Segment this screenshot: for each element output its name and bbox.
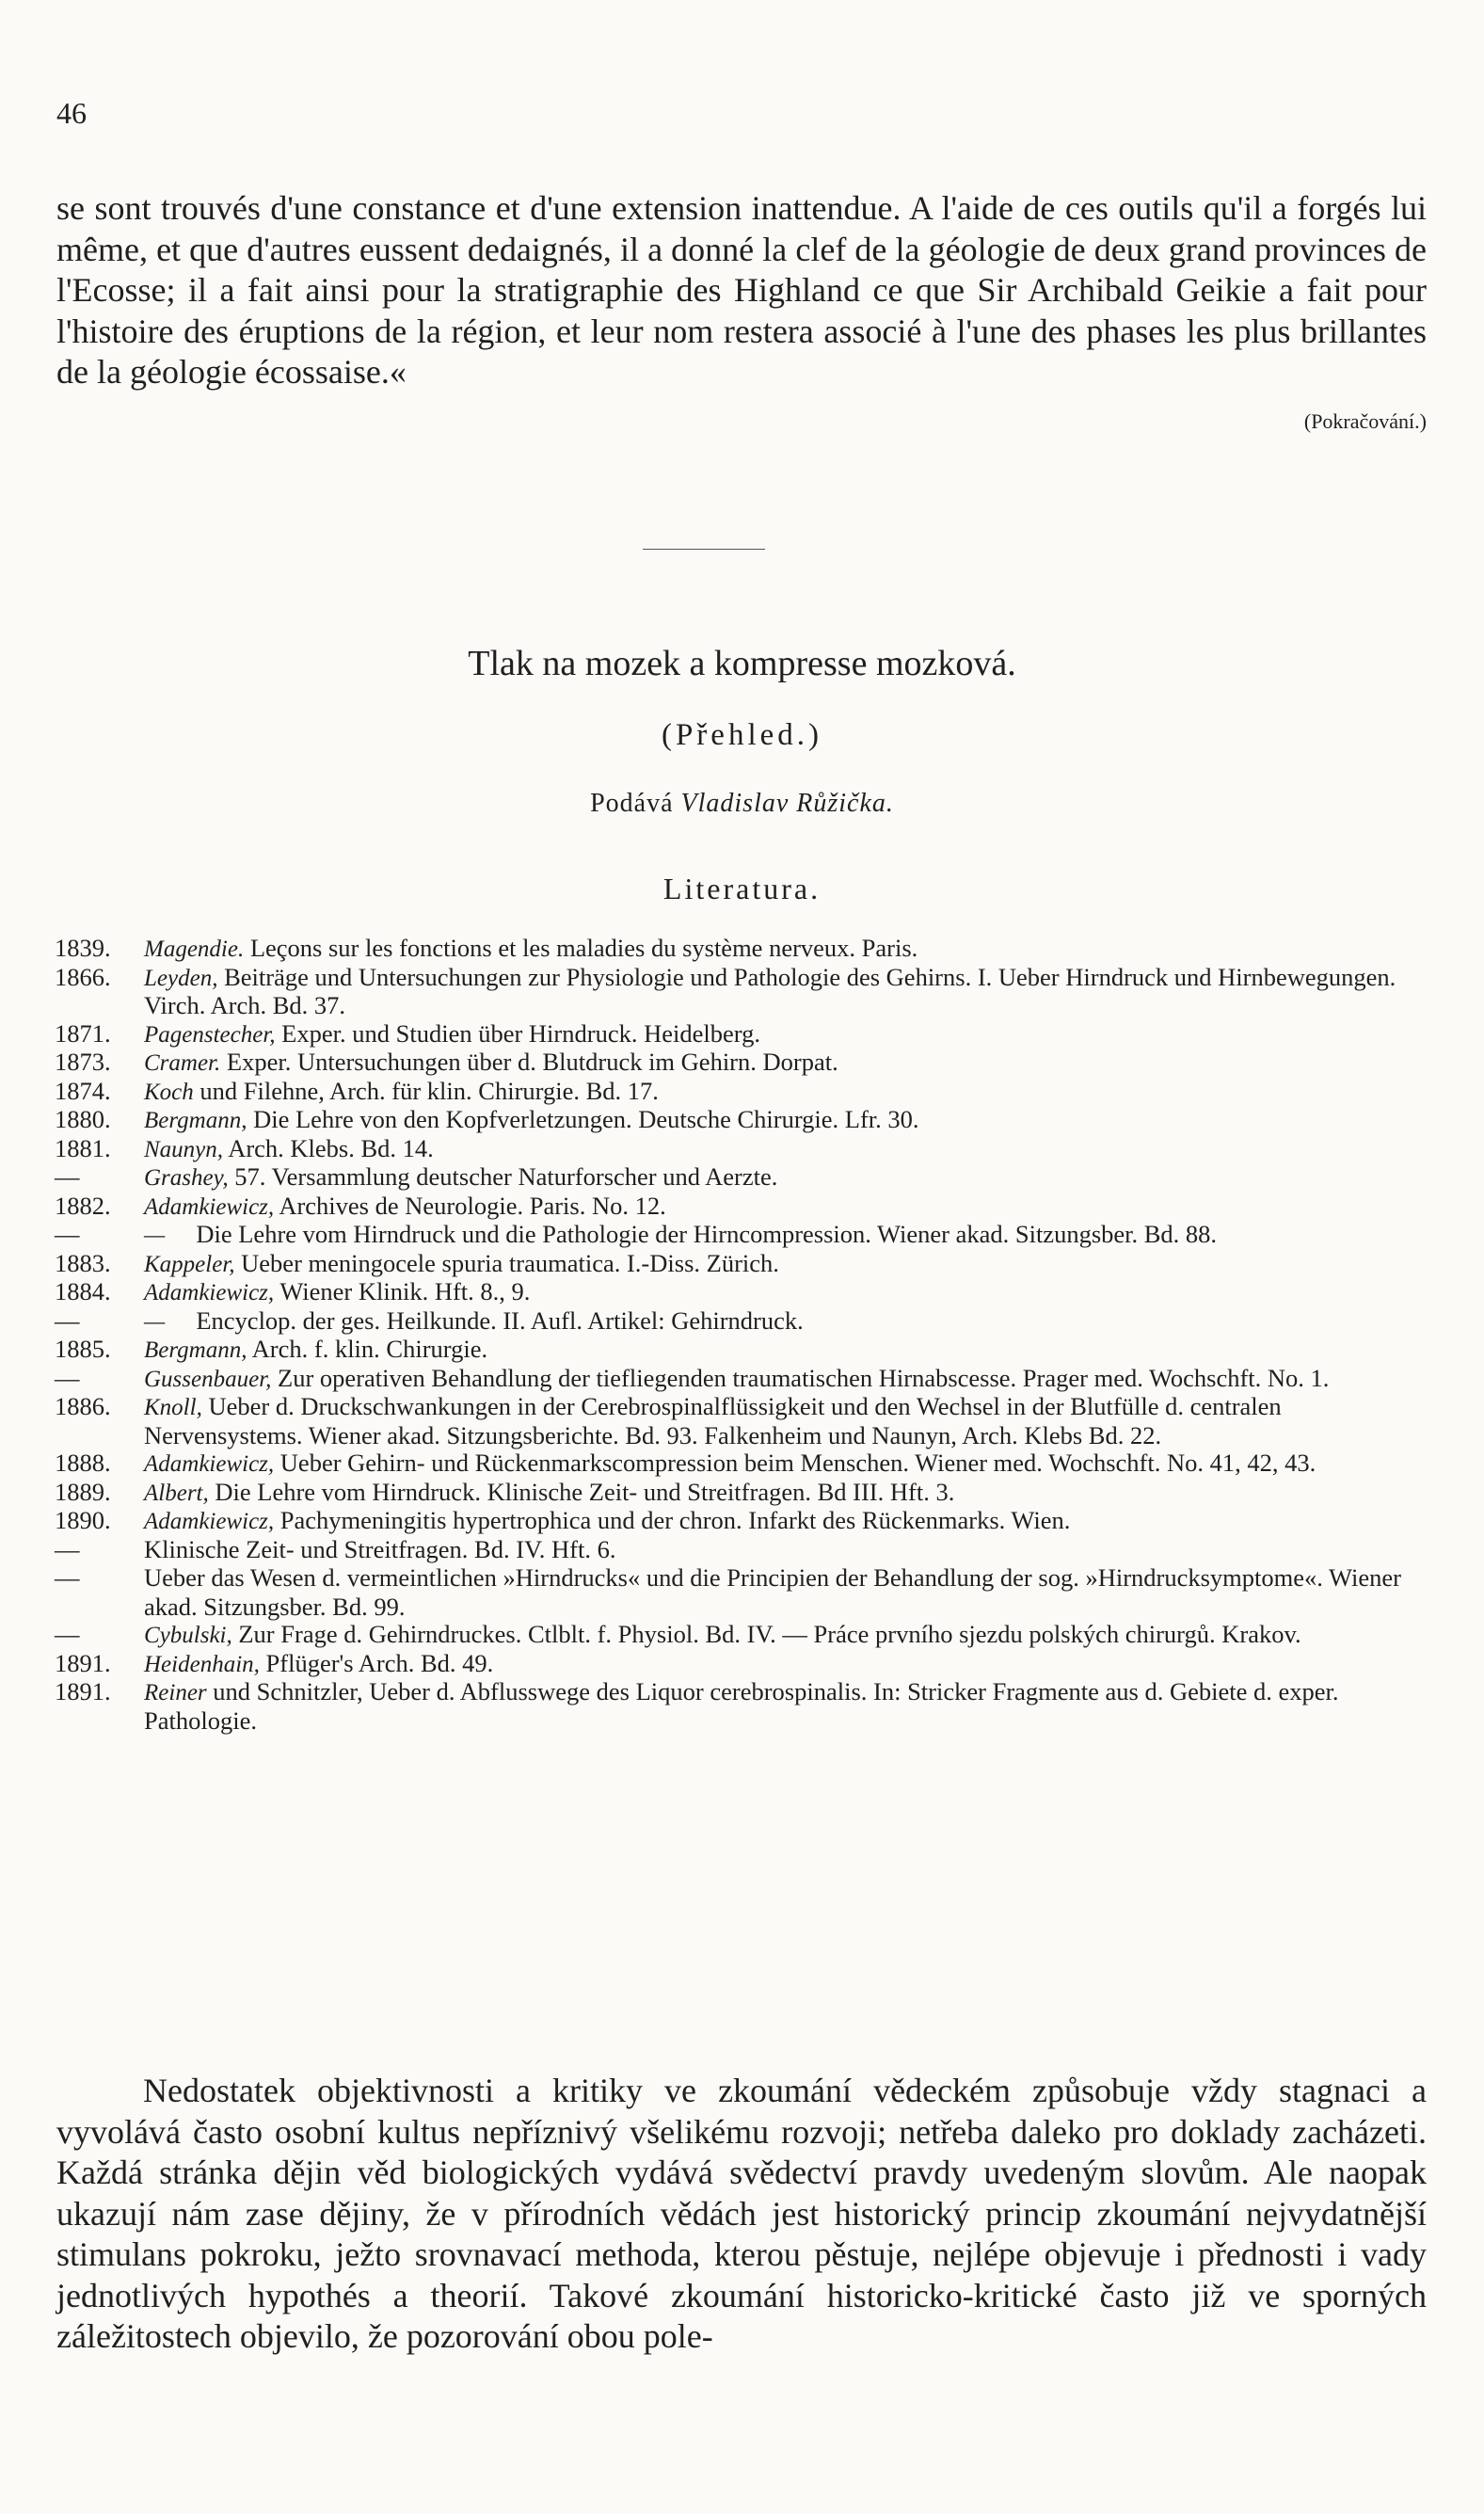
reference-author: Grashey, [144, 1165, 229, 1191]
reference-text [144, 1278, 1431, 1307]
reference-item [55, 1278, 1431, 1307]
reference-author: Cramer. [144, 1050, 221, 1076]
reference-body: 57. Versammlung deutscher Naturforscher und Aerzte. [228, 1162, 778, 1191]
reference-text [144, 1621, 1431, 1650]
reference-item [55, 1650, 1431, 1679]
reference-author: Adamkiewicz, [144, 1193, 275, 1220]
reference-item [55, 1365, 1431, 1394]
reference-body: Ueber Gehirn- und Rückenmarkscompression beim Menschen. Wiener med. Wochschft. No. 41, 42, 43. [274, 1449, 1316, 1477]
reference-year: 1871. [55, 1018, 111, 1048]
reference-year: 1890. [55, 1506, 111, 1534]
reference-year: — [55, 1620, 80, 1648]
article-subtitle: (Přehled.) [661, 718, 823, 752]
author-name: Vladislav Růžička. [680, 789, 894, 818]
reference-text [144, 1536, 1431, 1565]
reference-year: 1888. [55, 1449, 111, 1477]
reference-body: Leçons sur les fonctions et les maladies du système nerveux. Paris. [244, 934, 918, 962]
reference-author: Koch [144, 1079, 194, 1105]
reference-item [55, 1078, 1431, 1107]
reference-body: und Schnitzler, Ueber d. Abflusswege des Liquor cerebrospinalis. In: Stricker Fragmente aus d. Gebiete d. exper. Pathologie. [144, 1677, 1346, 1735]
reference-text [144, 1449, 1431, 1479]
reference-author: — [144, 1223, 166, 1248]
reference-text [144, 1365, 1431, 1394]
reference-item [55, 1479, 1431, 1508]
reference-body: und Filehne, Arch. für klin. Chirurgie. Bd. 17. [193, 1076, 659, 1105]
author-prefix: Podává [590, 789, 674, 818]
reference-body: Arch. f. klin. Chirurgie. [247, 1335, 488, 1363]
reference-text [144, 1250, 1431, 1279]
reference-item [55, 1020, 1431, 1049]
reference-author: Cybulski, [144, 1623, 232, 1648]
article-author [0, 789, 1484, 819]
reference-item [55, 1221, 1431, 1250]
reference-text [144, 1221, 1431, 1250]
reference-text [144, 1135, 1431, 1164]
page-number: 46 [56, 96, 87, 130]
reference-text [144, 935, 1431, 964]
reference-year: 1874. [55, 1076, 111, 1105]
reference-year: 1889. [55, 1477, 111, 1506]
reference-text [144, 1049, 1431, 1078]
reference-year: 1886. [55, 1392, 111, 1420]
reference-body: Klinische Zeit- und Streitfragen. Bd. IV. Hft. 6. [144, 1534, 616, 1563]
reference-item [55, 1393, 1431, 1449]
reference-body: Archives de Neurologie. Paris. No. 12. [274, 1191, 666, 1220]
reference-author: Bergmann, [144, 1108, 247, 1133]
reference-author: Heidenhain, [144, 1651, 260, 1677]
reference-author: — [144, 1308, 166, 1335]
reference-body: Exper. und Studien über Hirndruck. Heidelberg. [275, 1018, 760, 1048]
reference-year: — [55, 1363, 80, 1392]
reference-author: Bergmann, [144, 1337, 247, 1363]
reference-author: Adamkiewicz, [144, 1509, 275, 1534]
continuation-note: (Pokračování.) [1303, 408, 1427, 433]
reference-text [144, 1163, 1431, 1193]
reference-body: Zur Frage d. Gehirndruckes. Ctlblt. f. Physiol. Bd. IV. — Práce prvního sjezdu polských chirurgů. Krakov. [231, 1620, 1301, 1648]
reference-item [55, 1307, 1431, 1337]
reference-year: — [55, 1162, 80, 1191]
reference-year: 1873. [55, 1048, 111, 1076]
reference-body: Beiträge und Untersuchungen zur Physiologie und Pathologie des Gehirns. I. Ueber Hirndruck und Hirnbewegungen. Virch. Arch. Bd. 37. [144, 962, 1402, 1019]
reference-body: Encyclop. der ges. Heilkunde. II. Aufl. Artikel: Gehirndruck. [165, 1305, 804, 1335]
reference-author: Leyden, [144, 965, 218, 991]
reference-year: — [55, 1563, 80, 1592]
reference-text [144, 1106, 1431, 1135]
reference-item [55, 1336, 1431, 1365]
reference-text [144, 964, 1431, 1020]
section-divider [643, 549, 765, 550]
reference-year: — [55, 1534, 80, 1563]
reference-body: Ueber d. Druckschwankungen in der Cerebrospinalflüssigkeit und den Wechsel in der Blutfülle d. centralen Nervensystems. Wiener akad. Sitzungsberichte. Bd. 93. Falkenheim und Naunyn, Arch. Klebs Bd. 22. [144, 1392, 1288, 1449]
reference-body: Pachymeningitis hypertrophica und der chron. Infarkt des Rückenmarks. Wien. [274, 1506, 1071, 1534]
reference-text [144, 1193, 1431, 1222]
reference-text [144, 1678, 1431, 1735]
reference-year: 1885. [55, 1335, 111, 1363]
reference-text [144, 1307, 1431, 1337]
reference-text [144, 1020, 1431, 1049]
reference-text [144, 1078, 1431, 1107]
reference-body: Ueber meningocele spuria traumatica. I.-Diss. Zürich. [234, 1248, 779, 1277]
reference-body: Die Lehre von den Kopfverletzungen. Deutsche Chirurgie. Lfr. 30. [247, 1105, 919, 1133]
reference-author: Knoll, [144, 1395, 202, 1420]
reference-year: 1883. [55, 1248, 111, 1277]
reference-item [55, 964, 1431, 1020]
reference-item [55, 1135, 1431, 1164]
closing-paragraph: Nedostatek objektivnosti a kritiky ve zkoumání vědeckém způsobuje vždy stagnaci a vyvolává často osobní kultus nepříznivý všelikému rozvoji; netřeba daleko pro doklady zacházeti. Každá stránka dějin věd biologických vydává svědectví pravdy uvedeným slovům. Ale naopak ukazují nám zase dějiny, že v přírodních vědách jest historický princip zkoumání nejvydatnější stimulans pokroku, ježto srovnavací methoda, kterou pěstuje, nejlépe objevuje i přednosti i vady jednotlivých hypothés a theorií. Takové zkoumání historicko-kritické často již ve sporných záležitostech objevilo, že pozorování obou pole- [56, 2072, 1427, 2355]
reference-item [55, 1564, 1431, 1621]
reference-body: Pflüger's Arch. Bd. 49. [259, 1648, 494, 1677]
reference-year: 1839. [55, 934, 111, 962]
reference-list [55, 935, 1431, 1735]
reference-text [144, 1507, 1431, 1536]
reference-author: Magendie. [144, 937, 245, 962]
intro-text: se sont trouvés d'une constance et d'une extension inattendue. A l'aide de ces outils qu'il a forgés lui même, et que d'autres eussent dedaignés, il a donné la clef de la géologie de deux grand provinces de l'Ecosse; il a fait ainsi pour la stratigraphie des Highland ce que Sir Archibald Geikie a fait pour l'histoire des éruptions de la région, et leur nom restera associé à l'une des phases les plus brillantes de la géologie écossaise.« [56, 189, 1427, 391]
intro-paragraph [56, 188, 1427, 441]
reference-year: — [55, 1220, 80, 1248]
reference-body: Die Lehre vom Hirndruck und die Pathologie der Hirncompression. Wiener akad. Sitzungsber. Bd. 88. [165, 1220, 1218, 1248]
reference-year: 1866. [55, 962, 111, 991]
reference-text [144, 1393, 1431, 1449]
reference-item [55, 1193, 1431, 1222]
reference-author: Gussenbauer, [144, 1366, 272, 1392]
reference-item [55, 1049, 1431, 1078]
reference-item [55, 1536, 1431, 1565]
reference-author: Pagenstecher, [144, 1021, 276, 1048]
reference-item [55, 1250, 1431, 1279]
article-title: Tlak na mozek a kompresse mozková. [468, 644, 1016, 683]
reference-year: 1891. [55, 1677, 111, 1705]
reference-text [144, 1336, 1431, 1365]
reference-item [55, 935, 1431, 964]
reference-body: Ueber das Wesen d. vermeintlichen »Hirndrucks« und die Principien der Behandlung der sog. »Hirndrucksymptome«. Wiener akad. Sitzungsber. Bd. 99. [144, 1563, 1408, 1621]
literature-heading: Literatura. [662, 872, 822, 905]
reference-year: — [55, 1305, 80, 1335]
reference-year: 1884. [55, 1277, 111, 1305]
reference-author: Naunyn, [144, 1136, 224, 1162]
reference-body: Arch. Klebs. Bd. 14. [223, 1133, 434, 1162]
reference-item [55, 1163, 1431, 1193]
reference-item [55, 1621, 1431, 1650]
reference-author: Adamkiewicz, [144, 1280, 275, 1305]
reference-text [144, 1564, 1431, 1621]
reference-body: Zur operativen Behandlung der tiefliegenden traumatischen Hirnabscesse. Prager med. Wochschft. No. 1. [271, 1363, 1330, 1392]
reference-year: 1880. [55, 1105, 111, 1133]
reference-author: Albert, [144, 1480, 209, 1506]
reference-body: Die Lehre vom Hirndruck. Klinische Zeit- und Streitfragen. Bd III. Hft. 3. [208, 1477, 955, 1506]
reference-author: Kappeler, [144, 1251, 235, 1277]
reference-body: Exper. Untersuchungen über d. Blutdruck im Gehirn. Dorpat. [220, 1048, 838, 1076]
reference-item [55, 1678, 1431, 1735]
reference-year: 1881. [55, 1133, 111, 1162]
reference-item [55, 1507, 1431, 1536]
reference-year: 1882. [55, 1191, 111, 1220]
reference-author: Reiner [144, 1680, 207, 1705]
reference-year: 1891. [55, 1648, 111, 1677]
reference-author: Adamkiewicz, [144, 1451, 275, 1477]
reference-text [144, 1650, 1431, 1679]
reference-item [55, 1106, 1431, 1135]
reference-item [55, 1449, 1431, 1479]
reference-text [144, 1479, 1431, 1508]
reference-body: Wiener Klinik. Hft. 8., 9. [274, 1277, 531, 1305]
